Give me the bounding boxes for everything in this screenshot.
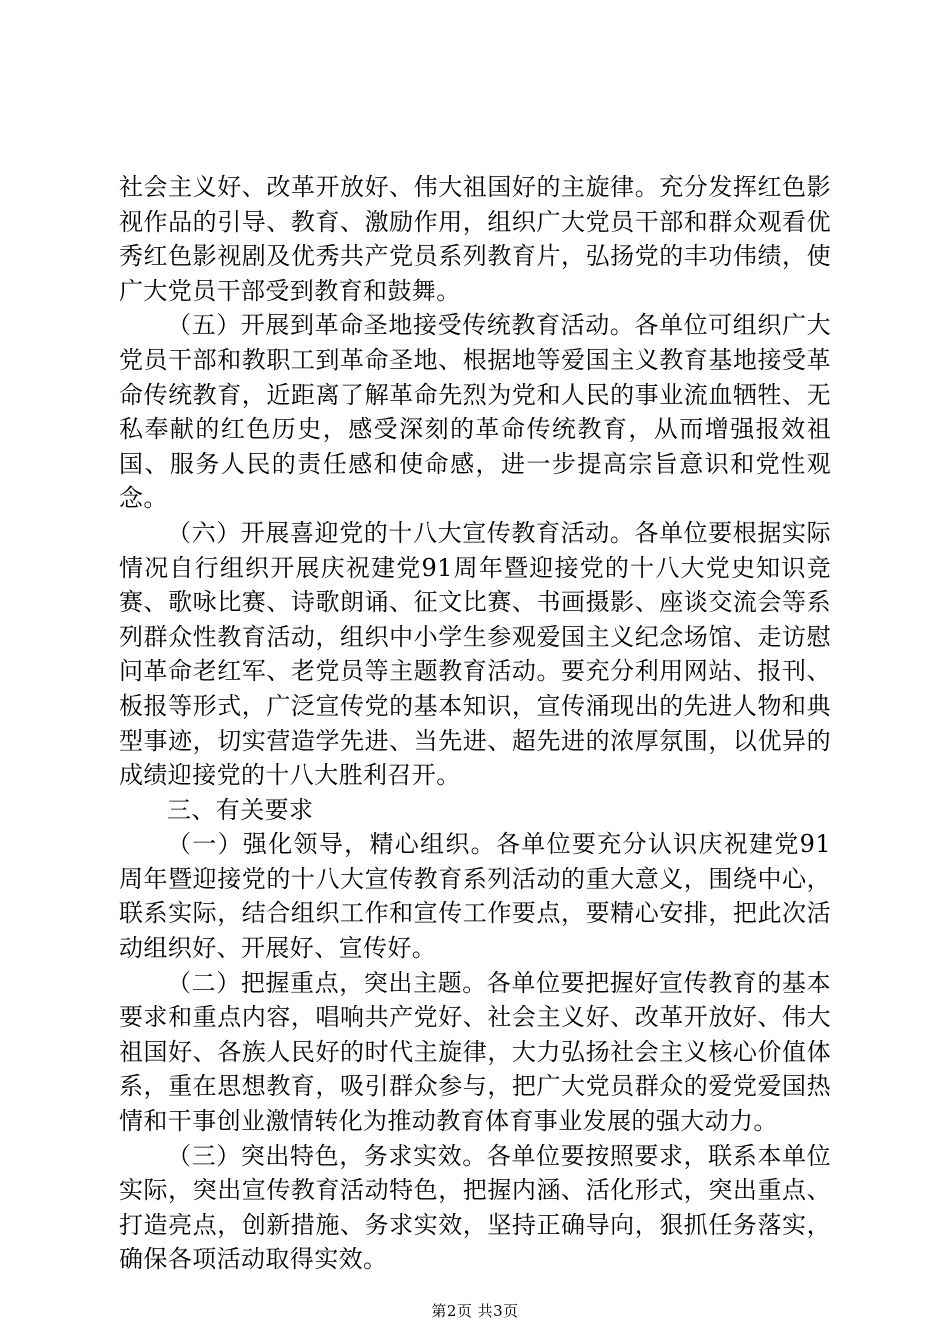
paragraph-requirement-3: （三）突出特色，务求实效。各单位要按照要求，联系本单位实际，突出宣传教育活动特色，把握内涵、活化形式，突出重点、打造亮点，创新措施、务求实效，坚持正确导向，狠抓任务落实，确保各项活动取得实效。 [119,1141,831,1274]
paragraph-item-6: （六）开展喜迎党的十八大宣传教育活动。各单位要根据实际情况自行组织开展庆祝建党91周年暨迎接党的十八大党史知识竞赛、歌咏比赛、诗歌朗诵、征文比赛、书画摄影、座谈交流会等系列群众性教育活动，组织中小学生参观爱国主义纪念场馆、走访慰问革命老红军、老党员等主题教育活动。要充分利用网站、报刊、板报等形式，广泛宣传党的基本知识，宣传涌现出的先进人物和典型事迹，切实营造学先进、当先进、超先进的浓厚氛围，以优异的成绩迎接党的十八大胜利召开。 [119,518,831,790]
document-body [119,170,831,1277]
page-number-footer: 第2页 共3页 [431,1302,519,1320]
paragraph-requirement-1: （一）强化领导，精心组织。各单位要充分认识庆祝建党91周年暨迎接党的十八大宣传教育系列活动的重大意义，围绕中心，联系实际，结合组织工作和宣传工作要点，要精心安排，把此次活动组织好、开展好、宣传好。 [119,830,831,963]
paragraph-requirement-2: （二）把握重点，突出主题。各单位要把握好宣传教育的基本要求和重点内容，唱响共产党好、社会主义好、改革开放好、伟大祖国好、各族人民好的时代主旋律，大力弘扬社会主义核心价值体系，重在思想教育，吸引群众参与，把广大党员群众的爱党爱国热情和干事创业激情转化为推动教育体育事业发展的强大动力。 [119,968,831,1136]
paragraph-continuation: 社会主义好、改革开放好、伟大祖国好的主旋律。充分发挥红色影视作品的引导、教育、激励作用，组织广大党员干部和群众观看优秀红色影视剧及优秀共产党员系列教育片，弘扬党的丰功伟绩，使广大党员干部受到教育和鼓舞。 [119,173,831,305]
paragraph-item-5: （五）开展到革命圣地接受传统教育活动。各单位可组织广大党员干部和教职工到革命圣地、根据地等爱国主义教育基地接受革命传统教育，近距离了解革命先烈为党和人民的事业流血牺牲、无私奉献的红色历史，感受深刻的革命传统教育，从而增强报效祖国、服务人民的责任感和使命感，进一步提高宗旨意识和党性观念。 [119,311,831,513]
section-heading-requirements: 三、有关要求 [167,795,314,824]
